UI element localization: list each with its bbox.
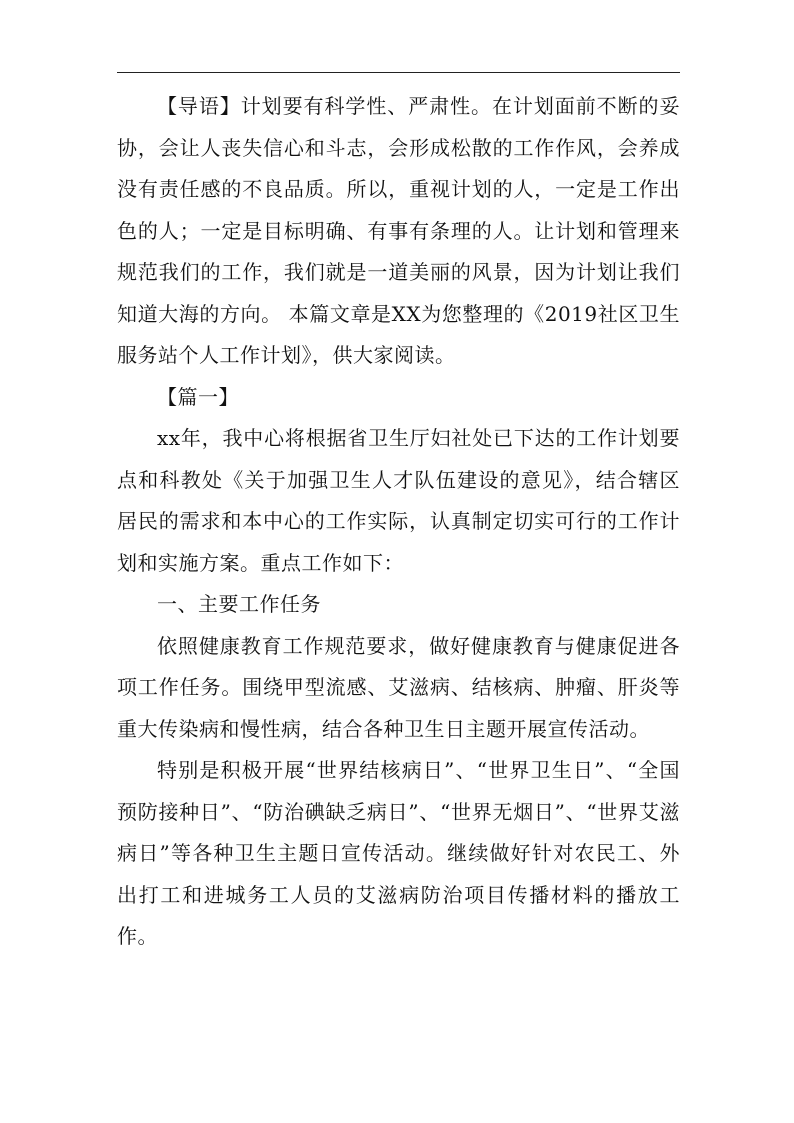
subsection-heading: 一、主要工作任务 (157, 592, 321, 616)
body-paragraph: xx年，我中心将根据省卫生厅妇社处已下达的工作计划要点和科教处《关于加强卫生人才队伍建设的意见》，结合辖区居民的需求和本中心的工作实际，认真制定切实可行的工作计划和实施方案。重点工作如下： (117, 426, 680, 575)
intro-paragraph: 【导语】计划要有科学性、严肃性。在计划面前不断的妥协，会让人丧失信心和斗志，会形成松散的工作作风，会养成没有责任感的不良品质。所以，重视计划的人，一定是工作出色的人；一定是目标明确、有事有条理的人。让计划和管理来规范我们的工作，我们就是一道美丽的风景，因为计划让我们知道大海的方向。 本篇文章是XX为您整理的《2019社区卫生服务站个人工作计划》，供大家阅读。 (117, 94, 680, 367)
document-body (117, 86, 680, 958)
section-heading-part-one: 【篇一】 (157, 384, 239, 409)
body-paragraph: 特别是积极开展“世界结核病日”、“世界卫生日”、“全国预防接种日”、“防治碘缺乏病日”、“世界无烟日”、“世界艾滋病日”等各种卫生主题日宣传活动。继续做好针对农民工、外出打工和进城务工人员的艾滋病防治项目传播材料的播放工作。 (117, 758, 680, 948)
header-rule (117, 72, 680, 73)
body-paragraph: 依照健康教育工作规范要求，做好健康教育与健康促进各项工作任务。围绕甲型流感、艾滋病、结核病、肿瘤、肝炎等重大传染病和慢性病，结合各种卫生日主题开展宣传活动。 (117, 633, 680, 741)
